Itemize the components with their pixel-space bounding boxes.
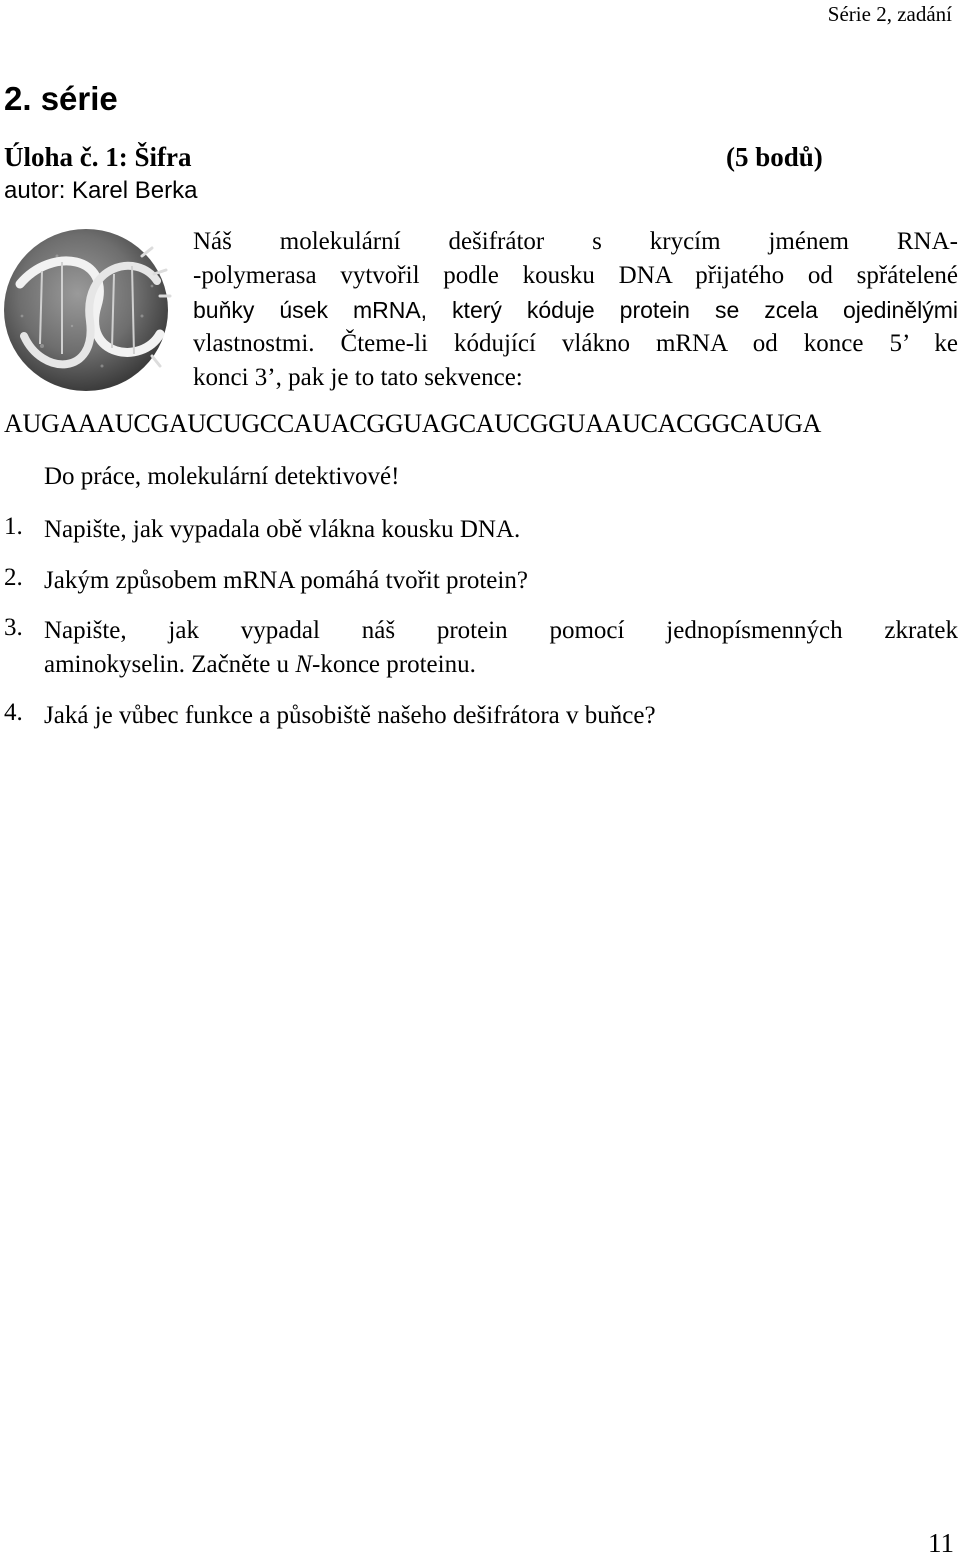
intro-line-5: konci 3’, pak je to tato sekvence:: [193, 364, 523, 391]
question-3-n-terminus: N: [295, 651, 312, 678]
intro-line-2: -polymerasa vytvořil podle kousku DNA přijatého od spřátelené: [193, 262, 958, 289]
question-3-text: [44, 614, 958, 682]
question-2-number: 2.: [4, 564, 23, 591]
task-author: autor: Karel Berka: [4, 177, 198, 204]
question-3-line-2-end: -konce proteinu.: [312, 651, 476, 678]
intro-line-4: vlastnostmi. Čteme-li kódující vlákno mRNA od konce 5’ ke: [193, 330, 958, 357]
question-4-number: 4.: [4, 699, 23, 726]
question-3-line-2: [44, 648, 958, 682]
dna-illustration: [2, 226, 172, 394]
question-4-text: Jaká je vůbec funkce a působiště našeho dešifrátora v buňce?: [44, 702, 656, 729]
question-1-text: Napište, jak vypadala obě vlákna kousku DNA.: [44, 516, 521, 543]
page-number: 11: [928, 1528, 954, 1558]
dna-helix-icon: [2, 226, 172, 394]
call-to-action: Do práce, molekulární detektivové!: [44, 463, 400, 490]
question-3-line-2-start: aminokyselin. Začněte u: [44, 651, 296, 678]
question-1-number: 1.: [4, 513, 23, 540]
question-3-line-1: Napište, jak vypadal náš protein pomocí jednopísmenných zkratek: [44, 617, 958, 644]
intro-line-3: buňky úsek mRNA, který kóduje protein se zcela ojedinělými: [193, 297, 958, 323]
series-header-label: Série 2, zadání: [827, 2, 952, 26]
task-title: Úloha č. 1: Šifra: [4, 142, 192, 172]
intro-line-1: Náš molekulární dešifrátor s krycím jménem RNA-: [193, 228, 958, 255]
question-3-number: 3.: [4, 614, 23, 641]
series-title: 2. série: [4, 80, 118, 117]
intro-paragraph: [193, 225, 958, 395]
mrna-sequence: AUGAAAUCGAUCUGCCAUACGGUAGCAUCGGUAAUCACGGCAUGA: [4, 409, 822, 438]
question-2-text: Jakým způsobem mRNA pomáhá tvořit protein?: [44, 567, 528, 594]
task-points: (5 bodů): [726, 142, 823, 172]
